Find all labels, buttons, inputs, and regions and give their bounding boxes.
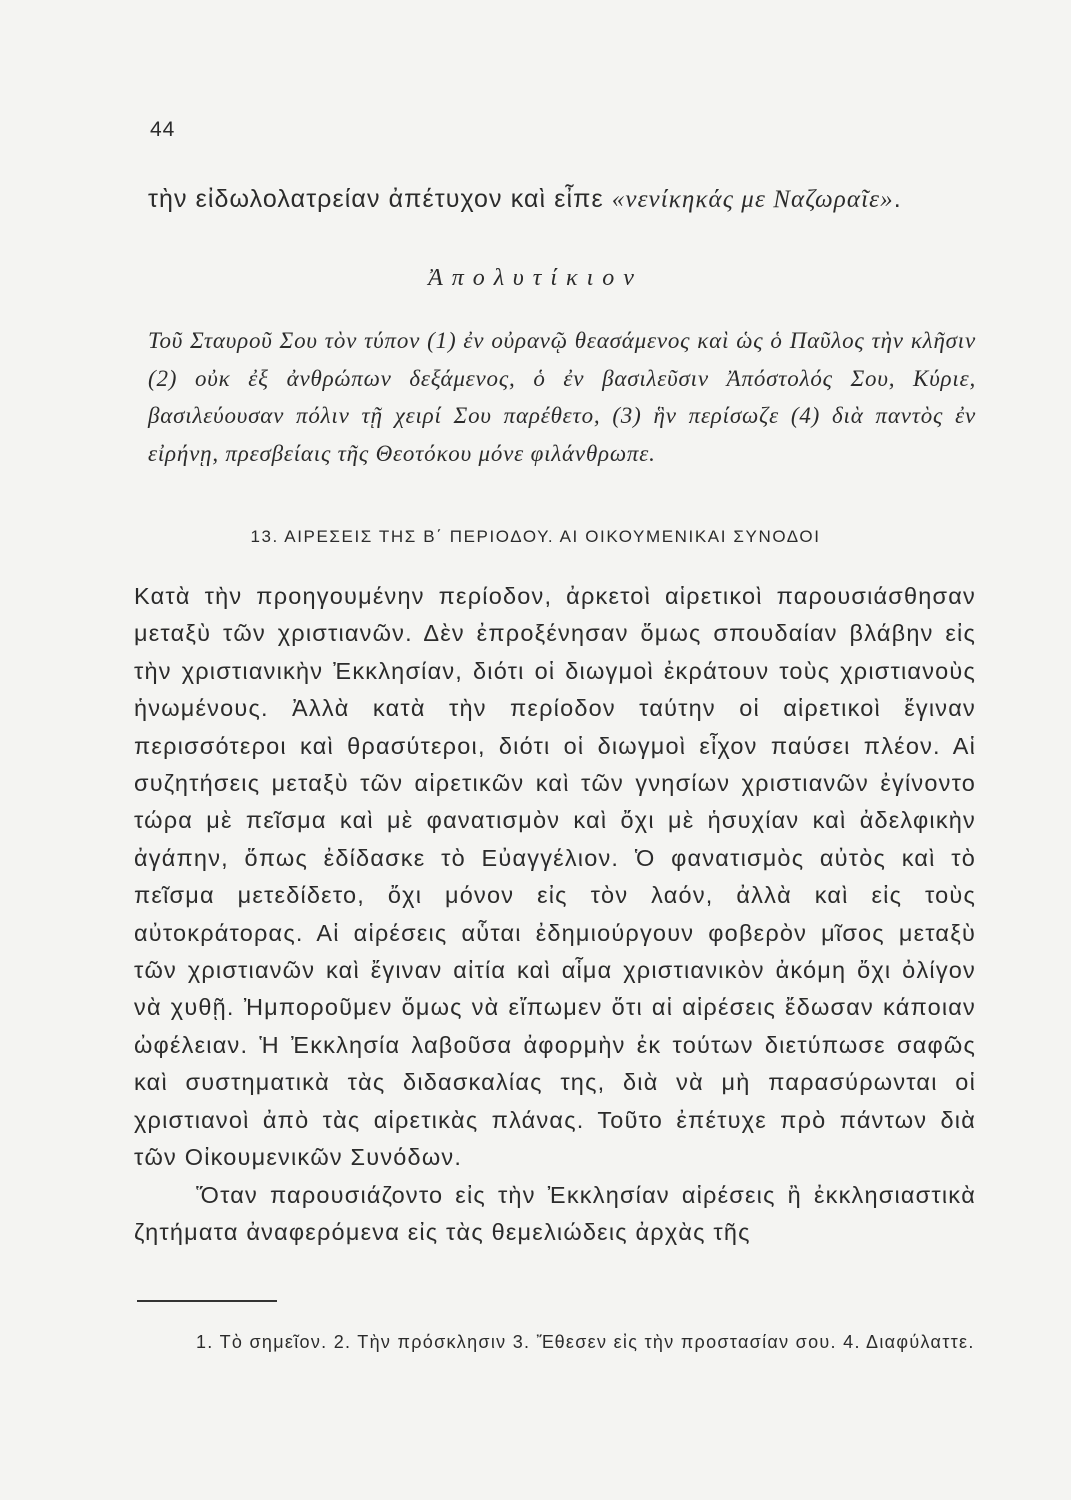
intro-end: . — [893, 185, 902, 213]
body-text — [134, 578, 976, 1251]
intro-paragraph — [148, 180, 976, 219]
body-paragraph-1: Κατὰ τὴν προηγουμένην περίοδον, ἀρκετοὶ αἱρετικοὶ παρουσιάσθησαν μεταξὺ τῶν χριστιανῶν. Δὲν ἐπροξένησαν ὅμως σπουδαίαν βλάβην εἰς τὴν χριστιανικὴν Ἐκκλησίαν, διότι οἱ διωγμοὶ ἐκράτουν τοὺς χριστιανοὺς ἡνωμένους. Ἀλλὰ κατὰ τὴν περίοδον ταύτην οἱ αἱρετικοὶ ἔγιναν περισσότεροι καὶ θρασύτεροι, διότι οἱ διωγμοὶ εἶχον παύσει πλέον. Αἱ συζητήσεις μεταξὺ τῶν αἱρετικῶν καὶ τῶν γνησίων χριστιανῶν ἐγίνοντο τώρα μὲ πεῖσμα καὶ μὲ φανατισμὸν καὶ ὄχι μὲ ἡσυχίαν καὶ ἀδελφικὴν ἀγάπην, ὅπως ἐδίδασκε τὸ Εὐαγγέλιον. Ὁ φανατισμὸς αὐτὸς καὶ τὸ πεῖσμα μετεδίδετο, ὄχι μόνον εἰς τὸν λαόν, ἀλλὰ καὶ εἰς τοὺς αὐτοκράτορας. Αἱ αἱρέσεις αὗται ἐδημιούργουν φοβερὸν μῖσος μεταξὺ τῶν χριστιανῶν καὶ ἔγιναν αἰτία καὶ αἷμα χριστιανικὸν ἀκόμη ὄχι ὀλίγον νὰ χυθῇ. Ἠμποροῦμεν ὅμως νὰ εἴπωμεν ὅτι αἱ αἱρέσεις ἔδωσαν κάποιαν ὠφέλειαν. Ἡ Ἐκκλησία λαβοῦσα ἀφορμὴν ἐκ τούτων διετύπωσε σαφῶς καὶ συστηματικὰ τὰς διδασκαλίας της, διὰ νὰ μὴ παρασύρωνται οἱ χριστιανοὶ ἀπὸ τὰς αἱρετικὰς πλάνας. Τοῦτο ἐπέτυχε πρὸ πάντων διὰ τῶν Οἰκουμενικῶν Συνόδων. — [134, 583, 976, 1171]
apolytikion-title: Ἀπολυτίκιον — [428, 265, 643, 291]
intro-text: τὴν εἰδωλολατρείαν ἀπέτυχον καὶ εἶπε — [148, 185, 612, 213]
footnotes — [134, 1328, 976, 1356]
footnote-rule — [137, 1300, 277, 1302]
footnotes-text: 1. Τὸ σημεῖον. 2. Τὴν πρόσκλησιν 3. Ἔθεσεν εἰς τὴν προστασίαν σου. 4. Διαφύλαττε. — [196, 1332, 975, 1352]
intro-quote: «νενίκηκάς με Ναζωραῖε» — [611, 186, 894, 213]
body-paragraph-2: Ὅταν παρουσιάζοντο εἰς τὴν Ἐκκλησίαν αἱρέσεις ἢ ἐκκλησιαστικὰ ζητήματα ἀναφερόμενα εἰς τὰς θεμελιώδεις ἀρχὰς τῆς — [134, 1181, 976, 1245]
page-number: 44 — [150, 118, 176, 141]
hymn-text: Τοῦ Σταυροῦ Σου τὸν τύπον (1) ἐν οὐρανῷ θεασάμενος καὶ ὡς ὁ Παῦλος τὴν κλῆσιν (2) οὐκ ἐξ ἀνθρώπων δεξάμενος, ὁ ἐν βασιλεῦσιν Ἀπόστολός Σου, Κύριε, βασιλεύουσαν πόλιν τῇ χειρί Σου παρέθετο, (3) ἣν περίσωζε (4) διὰ παντὸς ἐν εἰρήνῃ, πρεσβείαις τῆς Θεοτόκου μόνε φιλάνθρωπε. — [148, 328, 976, 466]
section-heading: 13. ΑΙΡΕΣΕΙΣ ΤΗΣ Β΄ ΠΕΡΙΟΔΟΥ. ΑΙ ΟΙΚΟΥΜΕΝΙΚΑΙ ΣΥΝΟΔΟΙ — [250, 527, 821, 546]
